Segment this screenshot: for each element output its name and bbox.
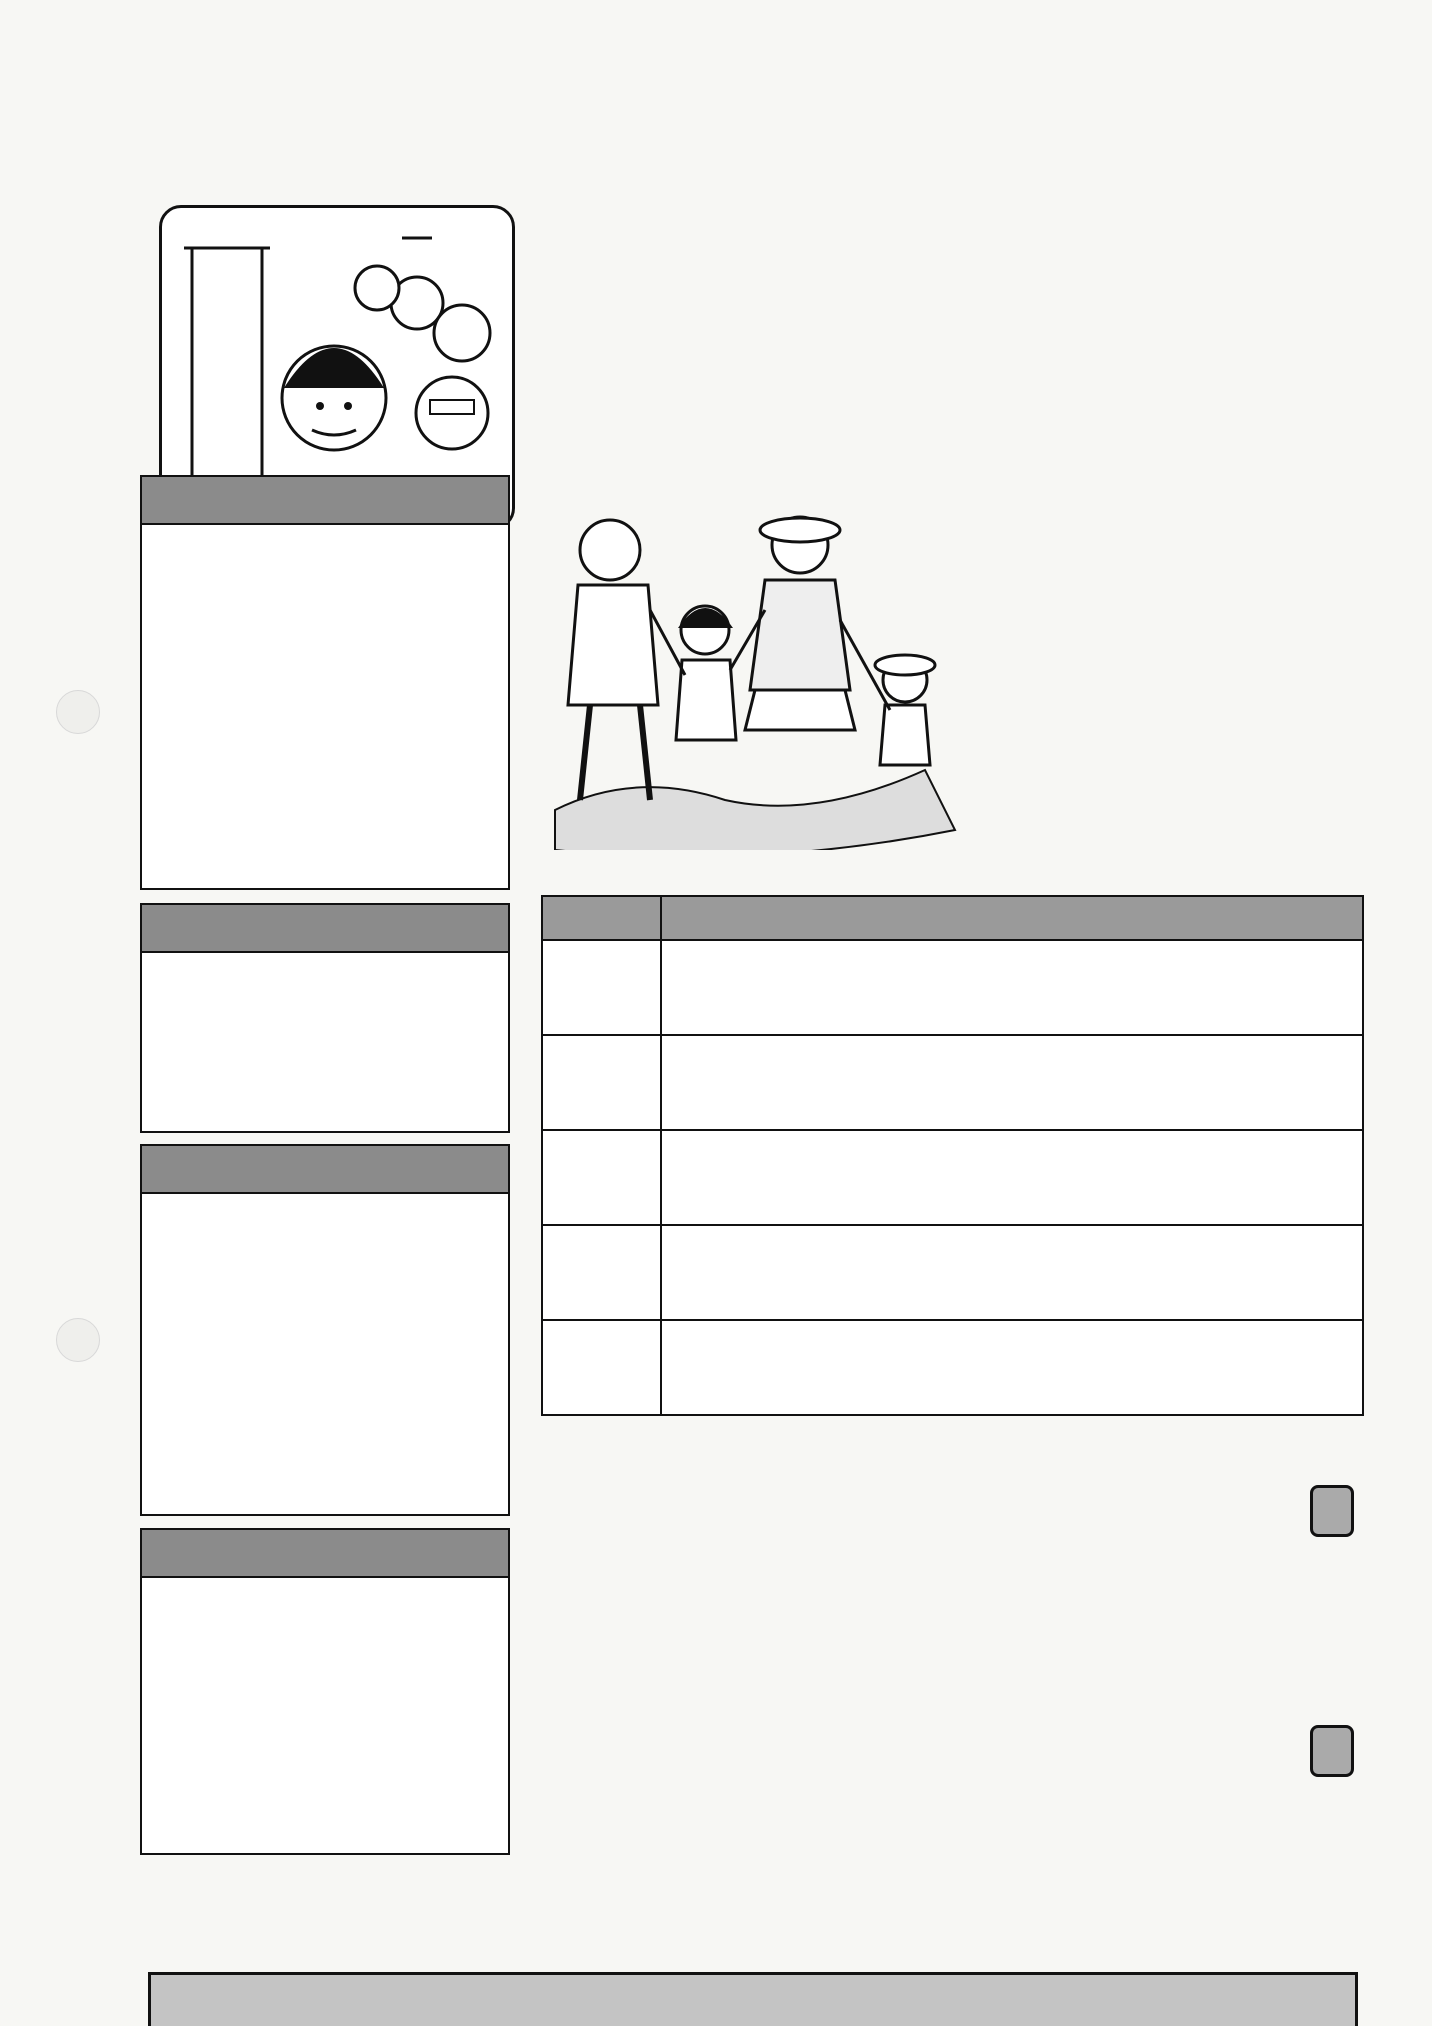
doctor-line (662, 972, 1362, 1003)
gas-header (142, 1530, 508, 1578)
table-row (542, 1035, 1363, 1130)
cover-heading-box (1310, 1725, 1354, 1777)
doctor-line (662, 1193, 1362, 1224)
traffic-header (142, 1146, 508, 1194)
date-cell (542, 1225, 661, 1320)
doctors-cell (661, 1130, 1363, 1225)
doctor-line (662, 1162, 1362, 1193)
kisaragi-section (135, 90, 515, 445)
cover-article (540, 1475, 1360, 1935)
tax-box (140, 903, 510, 1133)
doctor-line (662, 1131, 1362, 1162)
gas-box (140, 1528, 510, 1855)
doctor-line (662, 1383, 1362, 1414)
doctor-line (662, 1352, 1362, 1383)
hiking-family-illustration (550, 510, 970, 850)
doctors-cell (661, 1035, 1363, 1130)
tax-header (142, 905, 508, 953)
col-doctor-header (661, 896, 1363, 940)
population-header (142, 477, 508, 525)
emergency-banner (148, 1972, 1358, 2026)
spine (16, 90, 116, 1870)
doctor-line (662, 1288, 1362, 1319)
doctors-cell (661, 940, 1363, 1035)
doctor-line (662, 941, 1362, 972)
doctors-cell (661, 1225, 1363, 1320)
population-box (140, 475, 510, 890)
doctor-line (662, 1257, 1362, 1288)
date-cell (542, 1035, 661, 1130)
table-row (542, 940, 1363, 1035)
punch-hole (56, 1318, 100, 1362)
table-row (542, 1320, 1363, 1415)
doctor-line (662, 1067, 1362, 1098)
cover-heading-box (1310, 1485, 1354, 1537)
doctors-cell (661, 1320, 1363, 1415)
date-cell (542, 1320, 661, 1415)
col-date-header (542, 896, 661, 940)
table-header-row (542, 896, 1363, 940)
doctor-line (662, 1226, 1362, 1257)
table-row (542, 1130, 1363, 1225)
table-row (542, 1225, 1363, 1320)
doctor-line (662, 1036, 1362, 1067)
doctor-line (662, 1321, 1362, 1352)
date-cell (542, 1130, 661, 1225)
traffic-box (140, 1144, 510, 1516)
tour-article (540, 100, 1360, 880)
doctor-line (662, 1098, 1362, 1129)
date-cell (542, 940, 661, 1035)
punch-hole (56, 690, 100, 734)
doctor-line (662, 1003, 1362, 1034)
doctors-table (541, 895, 1364, 1416)
